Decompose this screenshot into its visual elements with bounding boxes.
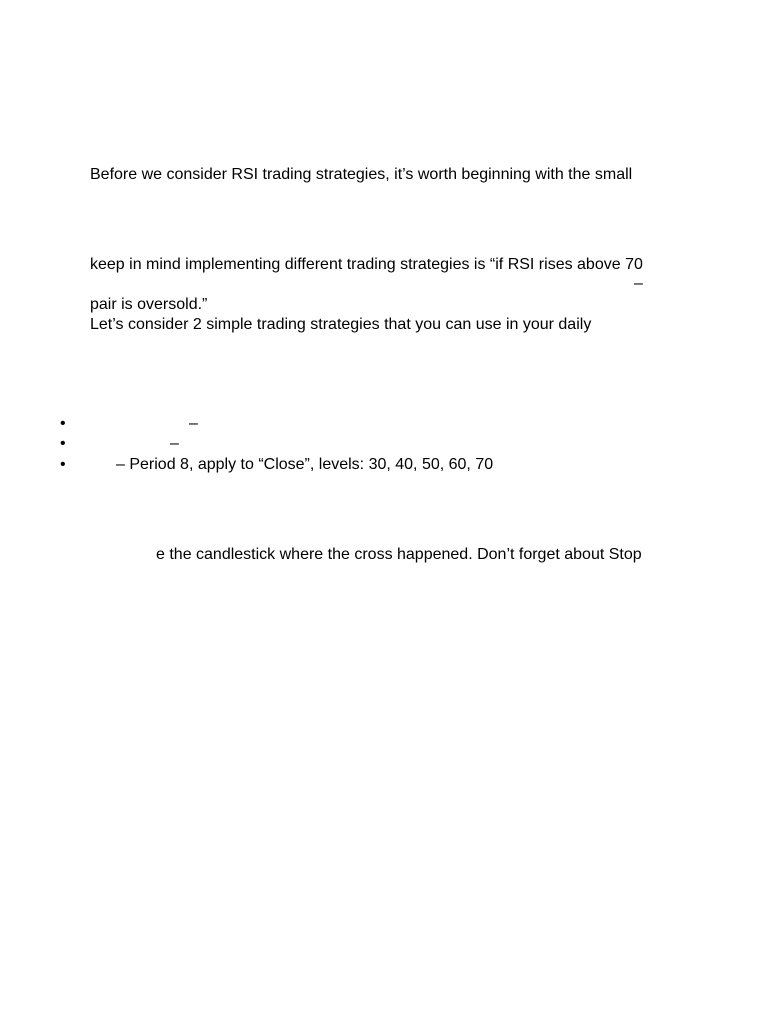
paragraph-line-3-dash: – xyxy=(634,275,643,292)
list-item-text: – xyxy=(170,435,179,452)
paragraph-line-2: keep in mind implementing different trading strategies is “if RSI rises above 70 xyxy=(90,256,643,273)
paragraph-line-5: Let’s consider 2 simple trading strategies that you can use in your daily xyxy=(90,316,592,333)
paragraph-line-4: pair is oversold.” xyxy=(90,296,208,313)
paragraph-line-1: Before we consider RSI trading strategies, it’s worth beginning with the small xyxy=(90,166,633,183)
bullet-symbol: • xyxy=(60,456,66,473)
bullet-symbol: • xyxy=(60,415,66,432)
paragraph-line-6: e the candlestick where the cross happened. Don’t forget about Stop xyxy=(156,546,642,563)
list-item-text: – xyxy=(189,415,198,432)
bullet-symbol: • xyxy=(60,435,66,452)
list-item-text: – Period 8, apply to “Close”, levels: 30, 40, 50, 60, 70 xyxy=(116,456,494,473)
